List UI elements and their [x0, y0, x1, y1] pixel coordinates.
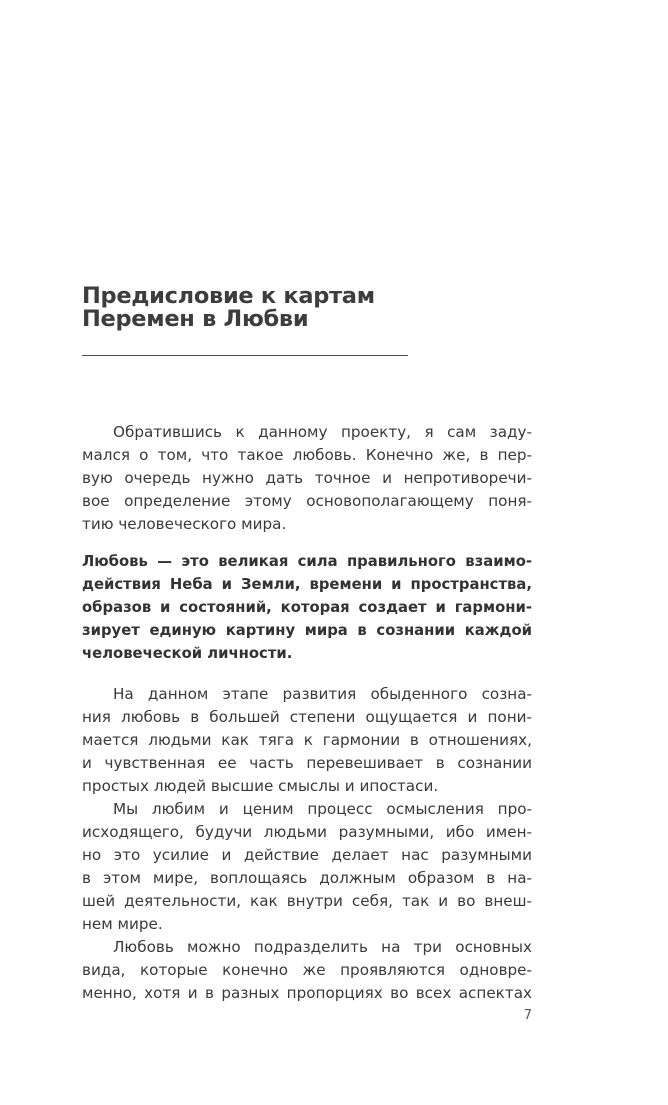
text-line: в этом мире, воплощаясь должным образом в на-	[82, 869, 532, 887]
text-line: человеческой личности.	[82, 645, 293, 662]
text-line: образов и состояний, которая создает и гармони-	[82, 599, 532, 616]
text-line: исходящего, будучи людьми разумными, ибо имен-	[82, 823, 532, 841]
text-line: Любовь можно подразделить на три основных	[113, 938, 532, 956]
text-line: нем мире.	[82, 915, 163, 933]
chapter-title-line: Предисловие к картам	[82, 283, 375, 309]
text-line: На данном этапе развития обыденного созна-	[113, 685, 532, 703]
text-line: и чувственная ее часть перевешивает в сознании	[82, 754, 532, 772]
text-line: вида, которые конечно же проявляются одновре-	[82, 961, 532, 979]
text-line: Обратившись к данному проекту, я сам заду-	[113, 423, 532, 441]
text-line: зирует единую картину мира в сознании каждой	[82, 622, 532, 639]
text-line: вую очередь нужно дать точное и непротиворечи-	[82, 469, 532, 487]
text-line: действия Неба и Земли, времени и пространства,	[82, 576, 532, 593]
text-line: простых людей высшие смыслы и ипостаси.	[82, 777, 439, 795]
text-line: Любовь — это великая сила правильного взаимо-	[82, 553, 532, 570]
text-line: тию человеческого мира.	[82, 515, 287, 533]
text-line: мался о том, что такое любовь. Конечно же, в пер-	[82, 446, 532, 464]
text-line: Мы любим и ценим процесс осмысления про-	[113, 800, 532, 818]
chapter-title-line: Перемен в Любви	[82, 306, 309, 332]
text-line: мается людьми как тяга к гармонии в отношениях,	[82, 731, 532, 749]
page-number: 7	[523, 1008, 532, 1023]
text-line: но это усилие и действие делает нас разумными	[82, 846, 532, 864]
text-line: менно, хотя и в разных пропорциях во всех аспектах	[82, 984, 532, 1002]
chapter-title	[82, 282, 502, 332]
intro-paragraph	[82, 421, 532, 536]
title-underline-rule	[82, 355, 408, 356]
text-line: шей деятельности, как внутри себя, так и во внеш-	[82, 892, 532, 910]
text-line: вое определение этому основополагающему поня-	[82, 492, 532, 510]
love-definition-paragraph	[82, 550, 532, 665]
body-text	[82, 683, 532, 1005]
text-line: ния любовь в большей степени ощущается и пони-	[82, 708, 532, 726]
